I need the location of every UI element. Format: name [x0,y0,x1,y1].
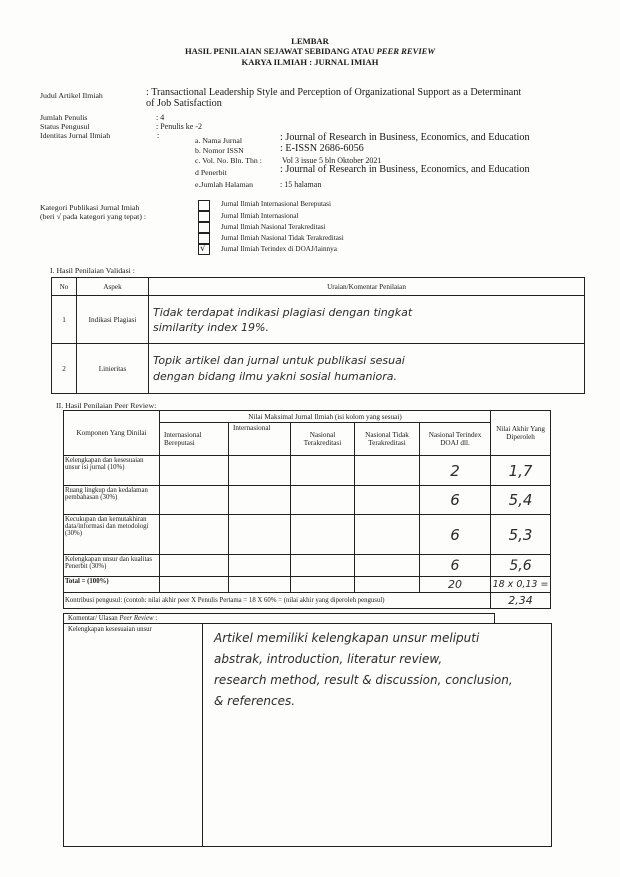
authors-label: Jumlah Penulis [40,113,88,122]
row-no: 1 [52,296,77,344]
category-checkbox-5[interactable] [198,244,210,255]
category-option-1: Jurnal Ilmiah Internasional Bereputasi [221,200,331,208]
category-checkbox-2[interactable] [198,211,210,222]
max-value: 6 [450,557,460,574]
final-value: 5,6 [509,557,532,574]
row-comment-line-2: dengan bidang ilmu yakni sosial humaniora. [153,369,398,383]
pages-value: : 15 halaman [280,180,322,189]
journal-name-label: a. Nama Jurnal [195,136,242,145]
max-value: 6 [450,525,460,544]
comment-aspect: Kelengkapan kesesuaian unsur [68,626,152,633]
row-comment-line-1: Tidak terdapat indikasi plagiasi dengan tingkat [153,305,413,319]
publisher-label: d Penerbit [195,168,227,177]
component-cell: Kelengkapan dan kesesuaian unsur isi jurnal (10%) [64,456,160,486]
table-row [52,344,585,394]
table-row [64,456,551,486]
table-row [64,555,551,577]
header-line-2-italic: PEER REVIEW [376,46,436,56]
comment-title [63,613,495,623]
sub-col-header: Internasional [229,423,291,456]
category-option-3: Jurnal Ilmiah Nasional Terakreditasi [221,223,326,231]
component-cell: Kelengkapan unsur dan kualitas Penerbit (30%) [64,555,160,577]
table-row [52,296,585,344]
validation-heading: I. Hasil Penilaian Validasi : [50,266,135,275]
sub-col-header: Nasional Tidak Terakreditasi [355,423,420,456]
pages-label: e.Jumlah Halaman [195,180,254,189]
volume-value: Vol 3 issue 5 bln Oktober 2021 [282,156,382,165]
row-aspect: Linieritas [77,344,149,394]
final-value: 1,7 [508,461,533,480]
comment-title-italic: Peer Review [119,615,154,622]
title-value-2: of Job Satisfaction [146,98,222,109]
authors-value: : 4 [156,113,165,122]
sub-col-header: Internasional Bereputasi [160,423,229,456]
col-max-header: Nilai Maksimal Jurnal Ilmiah (isi kolom yang sesuai) [160,411,491,423]
final-value: 5,4 [508,491,533,509]
contribution-text: Kontribusi pengusul: (contoh: nilai akhir peer X Penulis Pertama = 18 X 60% = (nilai akhir yang diperoleh pengusul) [64,593,491,609]
row-no: 2 [52,344,77,394]
header-line-2 [0,46,620,56]
title-label: Judul Artikel Ilmiah [40,91,103,100]
component-cell: Kecukupan dan kemutakhiran data/informasi dan metodologi (30%) [64,515,160,555]
publisher-value: : Journal of Research in Business, Economics, and Education [280,164,530,175]
final-value: 5,3 [508,525,533,544]
col-aspect-header: Aspek [77,278,149,296]
journal-colon: : [157,131,160,140]
comment-title-suffix: : [153,615,158,622]
category-label: Kategori Publikasi Jurnal Imiah [40,203,140,212]
validation-table [51,277,585,394]
col-component-header: Komponen Yang Dinilai [64,411,160,456]
comment-line: Artikel memiliki kelengkapan unsur meliputi [214,631,480,645]
category-option-5: Jurnal Ilmiah Terindex di DOAJ/lainnya [221,245,337,253]
contribution-row [64,593,551,609]
review-heading: II. Hasil Penilaian Peer Review: [56,401,157,410]
comment-divider [202,624,203,846]
row-comment-line-2: similarity index 19%. [153,320,269,334]
total-max-value: 20 [448,578,463,591]
contribution-value: 2,34 [508,594,533,607]
total-row [64,577,551,593]
status-label: Status Pengusul [40,122,90,131]
row-aspect: Indikasi Plagiasi [77,296,149,344]
category-hint: (beri √ pada kategori yang tepat) : [40,212,147,221]
table-row [64,486,551,515]
issn-label: b. Nomor ISSN [195,146,244,155]
total-label: Total = (100%) [64,577,160,593]
col-final-header: Nilai Akhir Yang Diperoleh [491,411,551,456]
issn-value: : E-ISSN 2686-6056 [280,143,364,154]
comment-line: & references. [214,694,296,708]
category-checkbox-1[interactable] [198,200,210,211]
total-final-value: 18 x 0,13 = [492,579,549,590]
comment-box [63,623,552,847]
category-option-2: Jurnal Ilmiah Internasional [221,212,299,220]
row-comment-line-1: Topik artikel dan jurnal untuk publikasi sesuai [153,353,405,367]
max-value: 2 [450,461,460,480]
title-value: : Transactional Leadership Style and Perception of Organizational Support as a Determinant [146,87,522,98]
col-no-header: No [52,278,77,296]
category-option-4: Jurnal Ilmiah Nasional Tidak Terakreditasi [221,234,344,242]
review-table [63,410,551,609]
comment-text [214,628,513,712]
comment-title-prefix: Komentar/ Ulasan [68,615,120,622]
journal-name-value: : Journal of Research in Business, Economics, and Education [280,132,530,143]
component-cell: Ruang lingkup dan kedalaman pembahasan (30%) [64,486,160,515]
category-checkbox-4[interactable] [198,233,210,244]
status-value: : Penulis ke -2 [156,122,202,131]
volume-label: c. Vol. No. Bln. Thn : [195,156,262,165]
header-line-2-prefix: HASIL PENILAIAN SEJAWAT SEBIDANG ATAU [184,46,377,56]
header-line-1: LEMBAR [291,36,329,46]
check-mark-icon: √ [200,244,206,254]
category-checkbox-3[interactable] [198,222,210,233]
comment-line: research method, result & discussion, conclusion, [214,673,513,687]
table-row [64,515,551,555]
sub-col-header: Nasional Terindex DOAJ dll. [420,423,491,456]
max-value: 6 [450,491,460,509]
sub-col-header: Nasional Terakreditasi [291,423,355,456]
col-comment-header: Uraian/Komentar Penilaian [149,278,585,296]
journal-label: Identitas Jurnal Ilmiah [40,131,111,140]
comment-line: abstrak, introduction, literatur review, [214,652,443,666]
header-line-3: KARYA ILMIAH : JURNAL IMIAH [241,57,379,67]
